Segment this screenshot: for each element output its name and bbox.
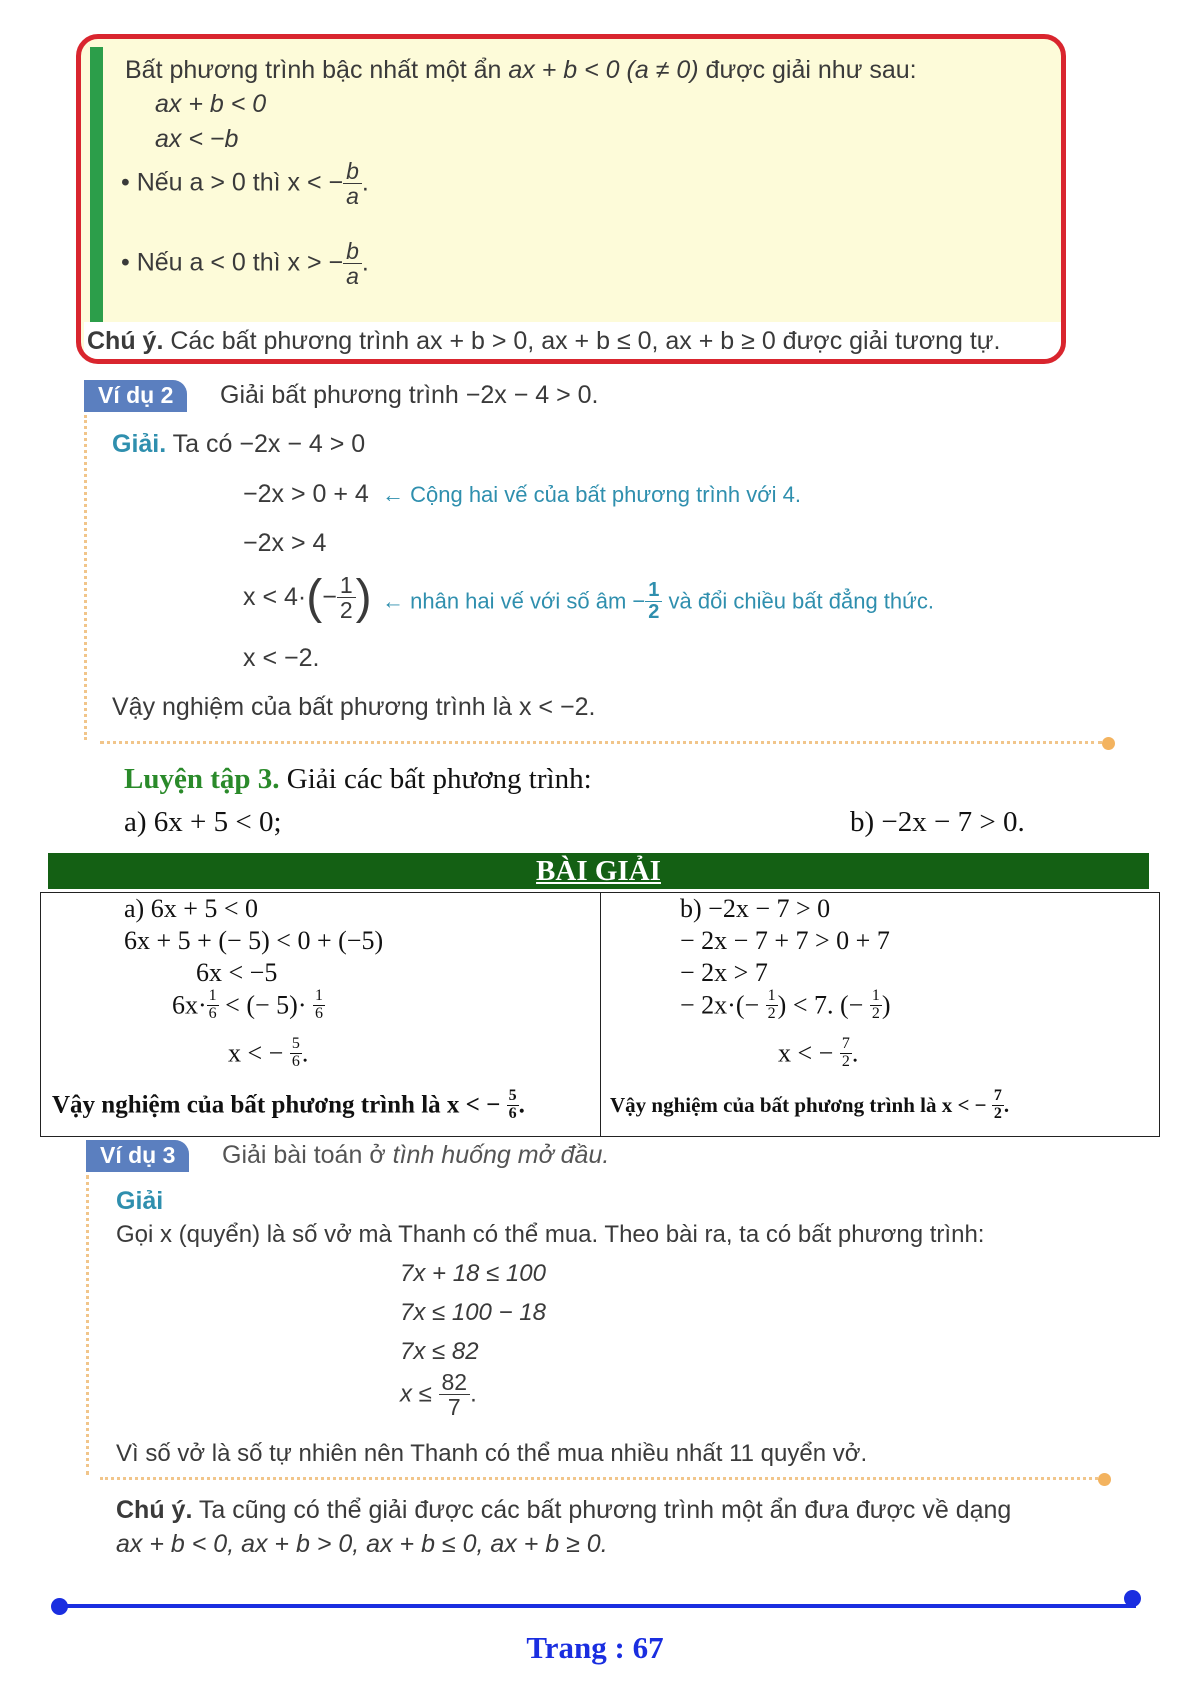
solution-title: BÀI GIẢI xyxy=(536,855,661,887)
example-2-problem: Giải bất phương trình −2x − 4 > 0. xyxy=(220,381,599,409)
example-2-dotted-border xyxy=(84,415,87,740)
orange-dot-icon xyxy=(1102,737,1115,750)
solution-b-line-2: − 2x − 7 + 7 > 0 + 7 xyxy=(680,926,890,955)
footer-right-dot-icon xyxy=(1124,1590,1141,1607)
solution-b-line-4: − 2x·(− $\frac{1}{2}$ ) < 7. (− $\frac{1}{2}$ ) xyxy=(680,987,891,1022)
exercise-part-b: b) −2x − 7 > 0. xyxy=(850,806,1025,838)
fraction-b-over-a: $\frac{b}{a}$ xyxy=(343,159,362,208)
example-2-note-1: ← Cộng hai vế của bất phương trình với 4. xyxy=(382,482,802,507)
note-label: Chú ý. xyxy=(87,327,164,355)
orange-dot-icon xyxy=(1098,1473,1111,1486)
note-2-line-1: Chú ý. Ta cũng có thể giải được các bất phương trình một ẩn đưa được về dạng xyxy=(116,1496,1012,1524)
solution-b-line-3: − 2x > 7 xyxy=(680,958,768,987)
solution-a-line-3: 6x < −5 xyxy=(196,958,278,987)
solution-table-divider xyxy=(600,892,601,1137)
example-3-line-2: 7x ≤ 100 − 18 xyxy=(400,1299,546,1326)
theory-step-2: ax < −b xyxy=(155,125,239,153)
solution-a-conclusion: Vậy nghiệm của bất phương trình là x < − $\frac{5}{6}$ . xyxy=(52,1087,525,1122)
solution-a-line-2: 6x + 5 + (− 5) < 0 + (−5) xyxy=(124,926,384,955)
exercise-part-a: a) 6x + 5 < 0; xyxy=(124,806,282,838)
page-number: Trang : 67 xyxy=(526,1630,664,1665)
example-3-setup: Gọi x (quyển) là số vở mà Thanh có thể mua. Theo bài ra, ta có bất phương trình: xyxy=(116,1221,985,1248)
solution-a-line-4: 6x· $\frac{1}{6}$ < (− 5)· $\frac{1}{6}$ xyxy=(172,987,323,1022)
example-3-dotted-border xyxy=(86,1175,89,1475)
example-3-problem: Giải bài toán ở tình huống mở đầu. xyxy=(222,1141,610,1169)
theory-box xyxy=(76,34,1066,364)
theory-intro-math: ax + b < 0 (a ≠ 0) xyxy=(508,56,699,84)
exercise-heading: Luyện tập 3. Giải các bất phương trình: xyxy=(124,763,592,795)
footer-left-dot-icon xyxy=(51,1598,68,1615)
example-3-dotted-bottom xyxy=(100,1477,1098,1480)
example-2-badge: Ví dụ 2 xyxy=(84,380,187,412)
example-2-line-4: x < −2. xyxy=(243,644,320,672)
example-3-line-1: 7x + 18 ≤ 100 xyxy=(400,1260,546,1287)
example-2-line-0: Giải. Ta có −2x − 4 > 0 xyxy=(112,430,366,458)
footer-rule xyxy=(58,1604,1136,1608)
green-accent-bar xyxy=(90,47,103,337)
theory-note xyxy=(84,322,1062,364)
theory-case-negative: • Nếu a < 0 thì x > − $\frac{b}{a}$ . xyxy=(121,238,369,290)
example-3-conclusion: Vì số vở là số tự nhiên nên Thanh có thể mua nhiều nhất 11 quyển vở. xyxy=(116,1440,868,1467)
solution-b-line-1: b) −2x − 7 > 0 xyxy=(680,894,831,923)
bullet-icon: • xyxy=(121,168,130,197)
fraction-one-half: $\frac{1}{2}$ xyxy=(337,573,356,622)
example-3-solution-label: Giải xyxy=(116,1187,164,1215)
solution-title-bar xyxy=(48,853,1149,889)
example-3-badge: Ví dụ 3 xyxy=(86,1140,189,1172)
example-3-line-3: 7x ≤ 82 xyxy=(400,1338,479,1365)
solution-a-line-1: a) 6x + 5 < 0 xyxy=(124,894,259,923)
theory-intro-suffix: được giải như sau: xyxy=(698,56,917,84)
example-2-line-2: −2x > 4 xyxy=(243,529,327,557)
fraction-b-over-a: $\frac{b}{a}$ xyxy=(343,239,362,288)
example-2-note-3: ← nhân hai vế với số âm − $\frac{1}{2}$ và đổi chiều bất đẳng thức. xyxy=(382,579,934,623)
theory-intro-prefix: Bất phương trình bậc nhất một ẩn xyxy=(125,56,509,84)
example-3-line-4: x ≤ $\frac{82}{7}$ . xyxy=(400,1369,477,1421)
theory-step-1: ax + b < 0 xyxy=(155,90,267,118)
note-text: Các bất phương trình ax + b > 0, ax + b ≤ 0, ax + b ≥ 0 được giải tương tự. xyxy=(163,327,1001,355)
example-2-line-3: x < 4·(− $\frac{1}{2}$ ) xyxy=(243,571,372,624)
theory-intro xyxy=(125,56,917,85)
solution-a-line-5: x < − $\frac{5}{6}$ . xyxy=(228,1035,309,1070)
example-2-dotted-bottom xyxy=(100,741,1102,744)
example-2-conclusion: Vậy nghiệm của bất phương trình là x < −2. xyxy=(112,693,596,721)
example-2-line-1: −2x > 0 + 4 xyxy=(243,480,369,508)
solution-b-line-5: x < − $\frac{7}{2}$ . xyxy=(778,1035,859,1070)
bullet-icon: • xyxy=(121,248,130,277)
note-2-line-2: ax + b < 0, ax + b > 0, ax + b ≤ 0, ax + b ≥ 0. xyxy=(116,1530,608,1558)
solution-b-conclusion: Vậy nghiệm của bất phương trình là x < − $\frac{7}{2}$ . xyxy=(610,1087,1010,1122)
theory-case-positive: • Nếu a > 0 thì x < − $\frac{b}{a}$ . xyxy=(121,158,369,210)
